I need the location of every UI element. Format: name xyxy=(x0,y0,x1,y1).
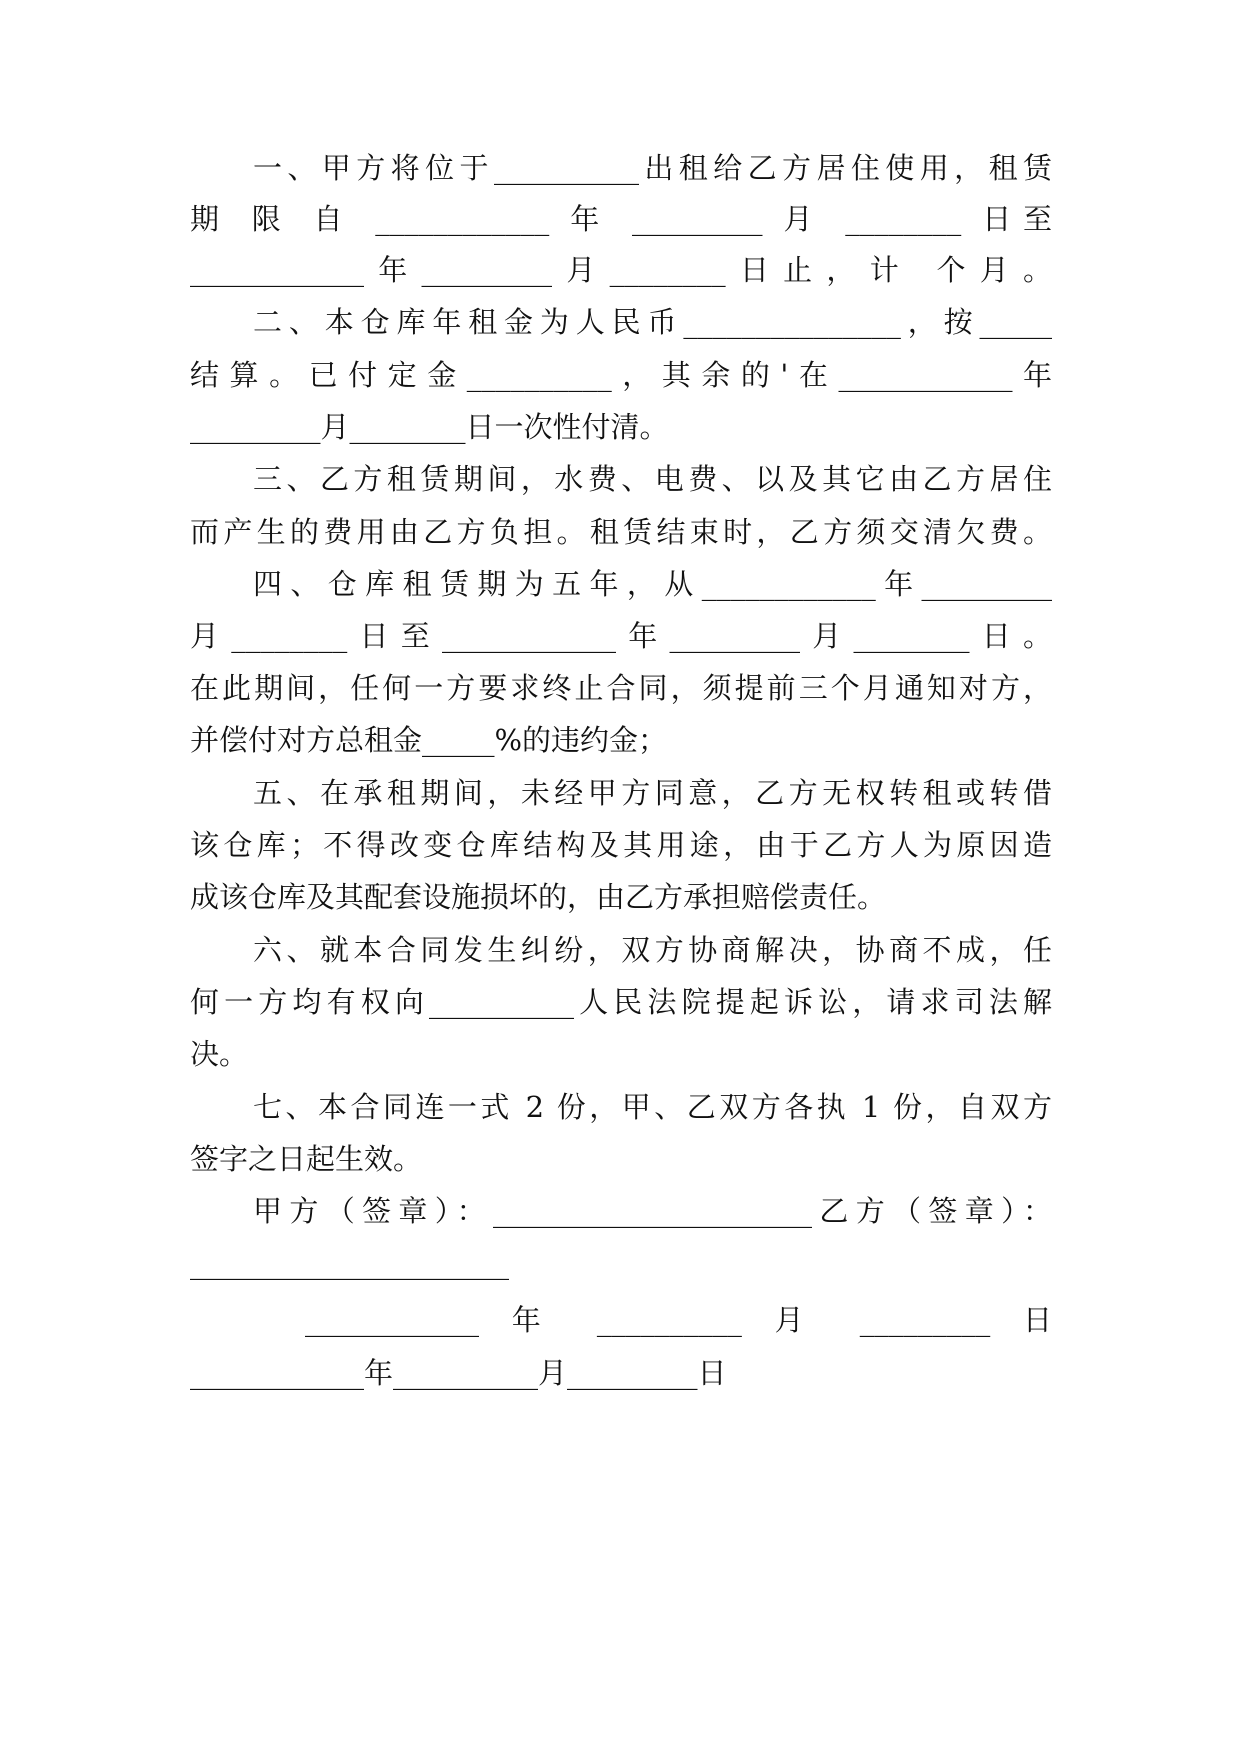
signature-line: 甲方（签章）：______________________乙方（签章）： xyxy=(253,1194,1052,1228)
clause-7-line-2: 签字之日起生效。 xyxy=(190,1142,423,1176)
clause-2-line-1: 二、本仓库年租金为人民币_______________，按_____ xyxy=(253,305,1052,339)
clause-5-line-3: 成该仓库及其配套设施损坏的，由乙方承担赔偿责任。 xyxy=(190,880,887,914)
clause-7-line-1: 七、本合同连一式 2 份，甲、乙双方各执 1 份，自双方 xyxy=(253,1090,1052,1124)
clause-4-line-3: 在此期间，任何一方要求终止合同，须提前三个月通知对方， xyxy=(190,671,1052,705)
clause-6-line-1: 六、就本合同发生纠纷，双方协商解决，协商不成，任 xyxy=(253,933,1052,967)
clause-4-line-4: 并偿付对方总租金_____%的违约金； xyxy=(190,723,668,757)
clause-4-line-1: 四、仓库租赁期为五年，从____________年_________ xyxy=(253,567,1052,601)
clause-3-line-2: 而产生的费用由乙方负担。租赁结束时，乙方须交清欠费。 xyxy=(190,515,1052,549)
clause-1-line-3: ____________年_________月________日止，计 个月。 xyxy=(190,253,1052,287)
clause-2-line-2: 结算。已付定金__________，其余的'在____________年 xyxy=(190,358,1052,392)
clause-6-line-2: 何一方均有权向__________人民法院提起诉讼，请求司法解 xyxy=(190,985,1052,1019)
clause-3-line-1: 三、乙方租赁期间，水费、电费、以及其它由乙方居住 xyxy=(253,462,1052,496)
date-line-2: ____________年__________月_________日 xyxy=(190,1356,727,1390)
clause-4-line-2: 月________日至____________年_________月________日。 xyxy=(190,619,1052,653)
clause-6-line-3: 决。 xyxy=(190,1037,249,1071)
signature-blank-line: ______________________ xyxy=(190,1246,509,1280)
clause-5-line-1: 五、在承租期间，未经甲方同意，乙方无权转租或转借 xyxy=(253,776,1052,810)
clause-1-line-1: 一、甲方将位于__________出租给乙方居住使用，租赁 xyxy=(253,151,1052,185)
date-line-1: ____________ 年 __________ 月 _________ 日 xyxy=(305,1303,1052,1337)
clause-1-line-2: 期 限 自 ____________ 年 _________ 月 ________ 日至 xyxy=(190,202,1052,236)
clause-2-line-3: _________月________日一次性付清。 xyxy=(190,410,669,444)
clause-5-line-2: 该仓库；不得改变仓库结构及其用途，由于乙方人为原因造 xyxy=(190,828,1052,862)
